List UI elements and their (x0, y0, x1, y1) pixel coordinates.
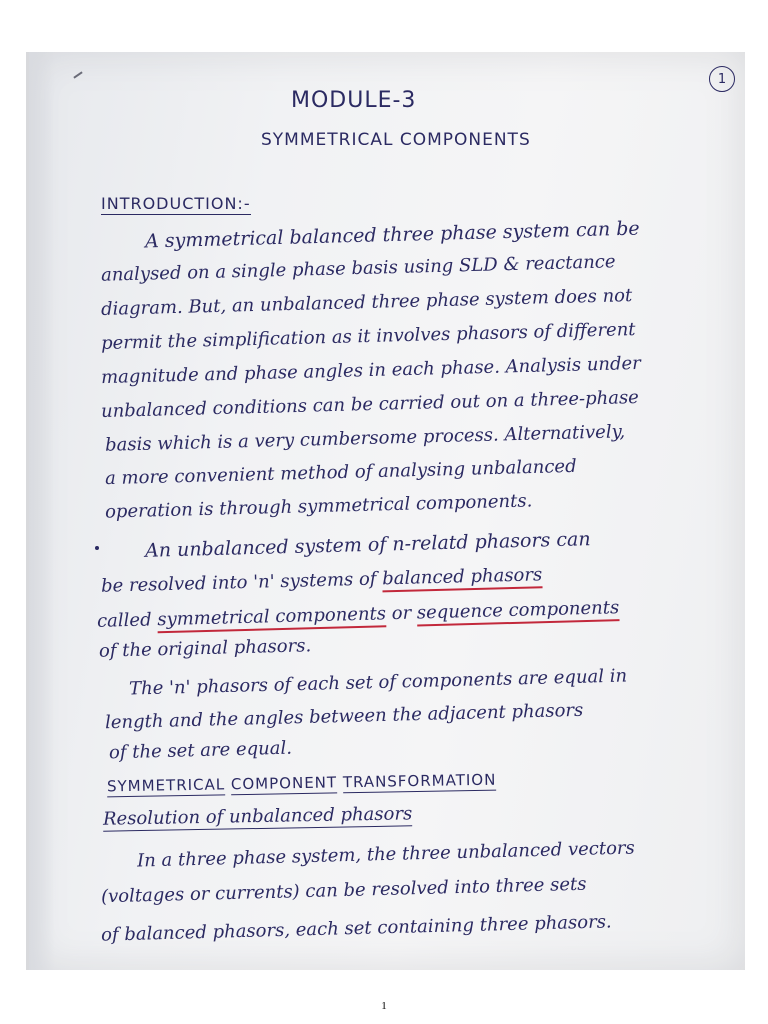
para1-line: magnitude and phase angles in each phase. Analysis under (100, 352, 642, 389)
para1-line: unbalanced conditions can be carried out on a three-phase (100, 386, 640, 423)
circled-page-number: 1 (709, 66, 735, 92)
para2-line: An unbalanced system of n-relatd phasors can (144, 528, 591, 562)
page-edge-shadow (29, 52, 55, 970)
pen-mark (73, 71, 82, 78)
para4-line: of balanced phasors, each set containing three phasors. (100, 911, 612, 946)
para3-line: of the set are equal. (108, 737, 293, 764)
subsection-heading: Resolution of unbalanced phasors (102, 803, 413, 830)
ink-dot (95, 546, 99, 550)
introduction-heading: INTRODUCTION:- (101, 194, 251, 213)
term-balanced-phasors: balanced phasors (381, 564, 543, 590)
para1-line: analysed on a single phase basis using SLD & reactance (100, 251, 616, 286)
term-sequence-components: sequence components (416, 597, 620, 624)
para4-line: (voltages or currents) can be resolved into three sets (100, 873, 587, 908)
section-heading: SYMMETRICAL COMPONENT TRANSFORMATION (106, 770, 497, 796)
para4-line: In a three phase system, the three unbalanced vectors (136, 837, 636, 872)
para3-line: length and the angles between the adjacent phasors (104, 699, 584, 734)
subject-title: SYMMETRICAL COMPONENTS (261, 130, 531, 150)
para1-line: permit the simplification as it involves phasors of different (100, 319, 636, 354)
para2-line: be resolved into 'n' systems of balanced phasors (100, 564, 543, 597)
module-title: MODULE-3 (291, 88, 417, 113)
para1-line: A symmetrical balanced three phase system can be (144, 217, 640, 253)
notebook-page-photo (26, 52, 745, 970)
footer-page-number: 1 (381, 1000, 387, 1012)
para1-line: diagram. But, an unbalanced three phase system does not (100, 285, 633, 320)
term-symmetrical-components: symmetrical components (157, 603, 387, 631)
para1-line: a more convenient method of analysing unbalanced (104, 455, 577, 490)
para1-line: basis which is a very cumbersome process. Alternatively, (104, 421, 626, 456)
para3-line: The 'n' phasors of each set of components are equal in (128, 665, 628, 700)
para2-line: of the original phasors. (98, 635, 312, 662)
para2-line: called symmetrical components or sequence components (96, 597, 620, 632)
para1-line: operation is through symmetrical components. (104, 490, 533, 523)
